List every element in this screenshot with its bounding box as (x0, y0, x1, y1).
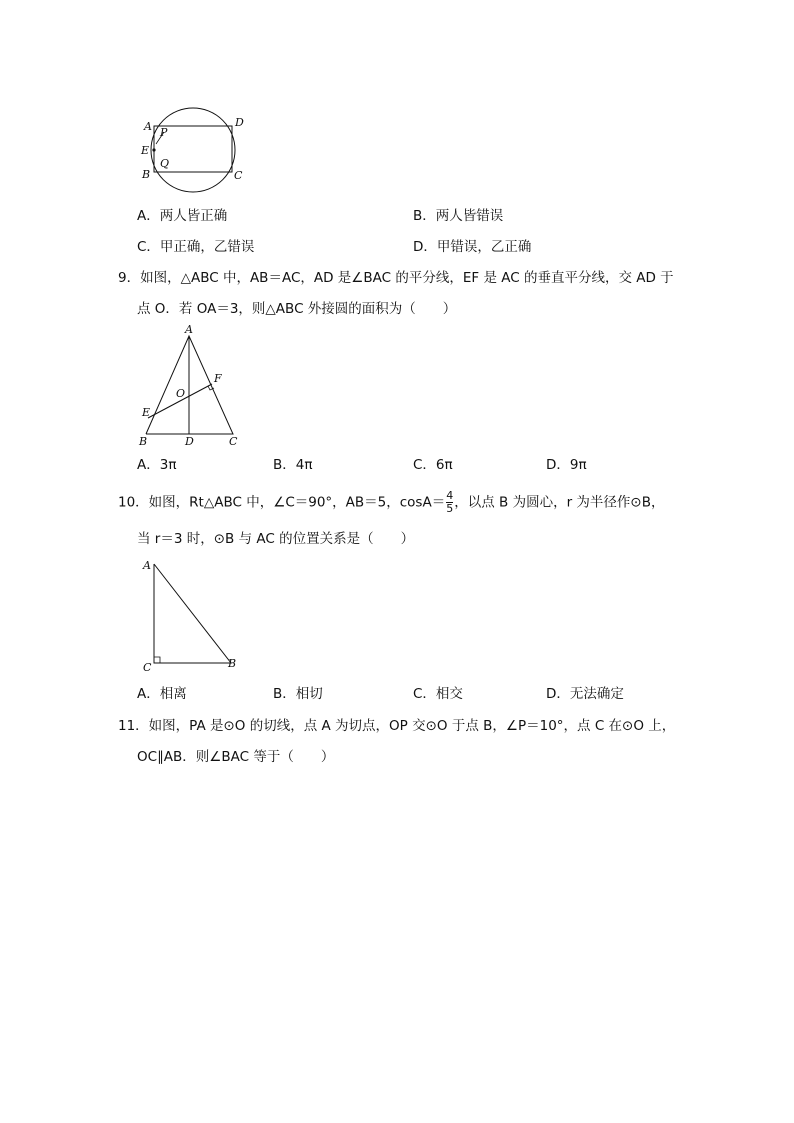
q10-stem-after: ，以点 B 为圆心，r 为半径作⊙B， (454, 494, 665, 511)
triangle-abc (154, 564, 231, 663)
figure-q10-svg (135, 555, 245, 675)
right-angle-c (154, 657, 160, 663)
fraction-numerator: 4 (446, 489, 454, 502)
q11-stem-line2: OC∥AB．则∠BAC 等于（ ） (137, 749, 335, 765)
q10-stem-line1 (118, 490, 664, 515)
label-d: D (185, 435, 194, 448)
fraction-4-5 (446, 490, 453, 515)
figure-q8 (130, 100, 260, 200)
q8-option-d: D．甲错误，乙正确 (413, 239, 532, 255)
label-e: E (141, 144, 150, 157)
label-a: A (185, 323, 193, 336)
point-e (152, 148, 155, 151)
figure-q8-svg (130, 100, 260, 200)
label-f: F (214, 372, 222, 385)
label-a: A (144, 120, 152, 133)
q10-option-d: D．无法确定 (546, 686, 624, 702)
label-o: O (176, 387, 186, 400)
q9-option-a: A．3π (137, 457, 177, 473)
q9-stem-line2: 点 O．若 OA＝3，则△ABC 外接圆的面积为（ ） (137, 301, 457, 317)
q9-option-d: D．9π (546, 457, 587, 473)
q9-stem-line1: 9．如图，△ABC 中，AB＝AC，AD 是∠BAC 的平分线，EF 是 AC 的垂直平分线，交 AD 于 (118, 270, 674, 286)
label-a: A (143, 559, 151, 572)
q8-option-b: B．两人皆错误 (413, 208, 504, 224)
label-c: C (234, 169, 243, 182)
q10-stem-before: 10．如图，Rt△ABC 中，∠C＝90°，AB＝5，cosA＝ (118, 494, 446, 511)
q9-option-c: C．6π (413, 457, 453, 473)
label-b: B (228, 657, 237, 670)
q10-option-c: C．相交 (413, 686, 463, 702)
figure-q9-svg (130, 318, 260, 453)
q10-stem-line2: 当 r＝3 时，⊙B 与 AC 的位置关系是（ ） (137, 531, 415, 547)
figure-q9 (130, 318, 260, 453)
label-b: B (142, 168, 151, 181)
label-p: P (160, 126, 168, 139)
q11-stem-line1: 11．如图，PA 是⊙O 的切线，点 A 为切点，OP 交⊙O 于点 B，∠P＝10°，点 C 在⊙O 上， (118, 718, 676, 734)
figure-q10 (135, 555, 245, 675)
q8-option-c: C．甲正确，乙错误 (137, 239, 255, 255)
label-q: Q (160, 157, 170, 170)
q8-option-a: A．两人皆正确 (137, 208, 228, 224)
fraction-denominator: 5 (446, 502, 454, 515)
label-e: E (142, 406, 151, 419)
q9-option-b: B．4π (273, 457, 313, 473)
label-b: B (139, 435, 148, 448)
circumcircle (151, 108, 235, 192)
label-c: C (143, 661, 152, 674)
label-c: C (229, 435, 238, 448)
q10-option-b: B．相切 (273, 686, 323, 702)
label-d: D (235, 116, 244, 129)
q10-option-a: A．相离 (137, 686, 187, 702)
